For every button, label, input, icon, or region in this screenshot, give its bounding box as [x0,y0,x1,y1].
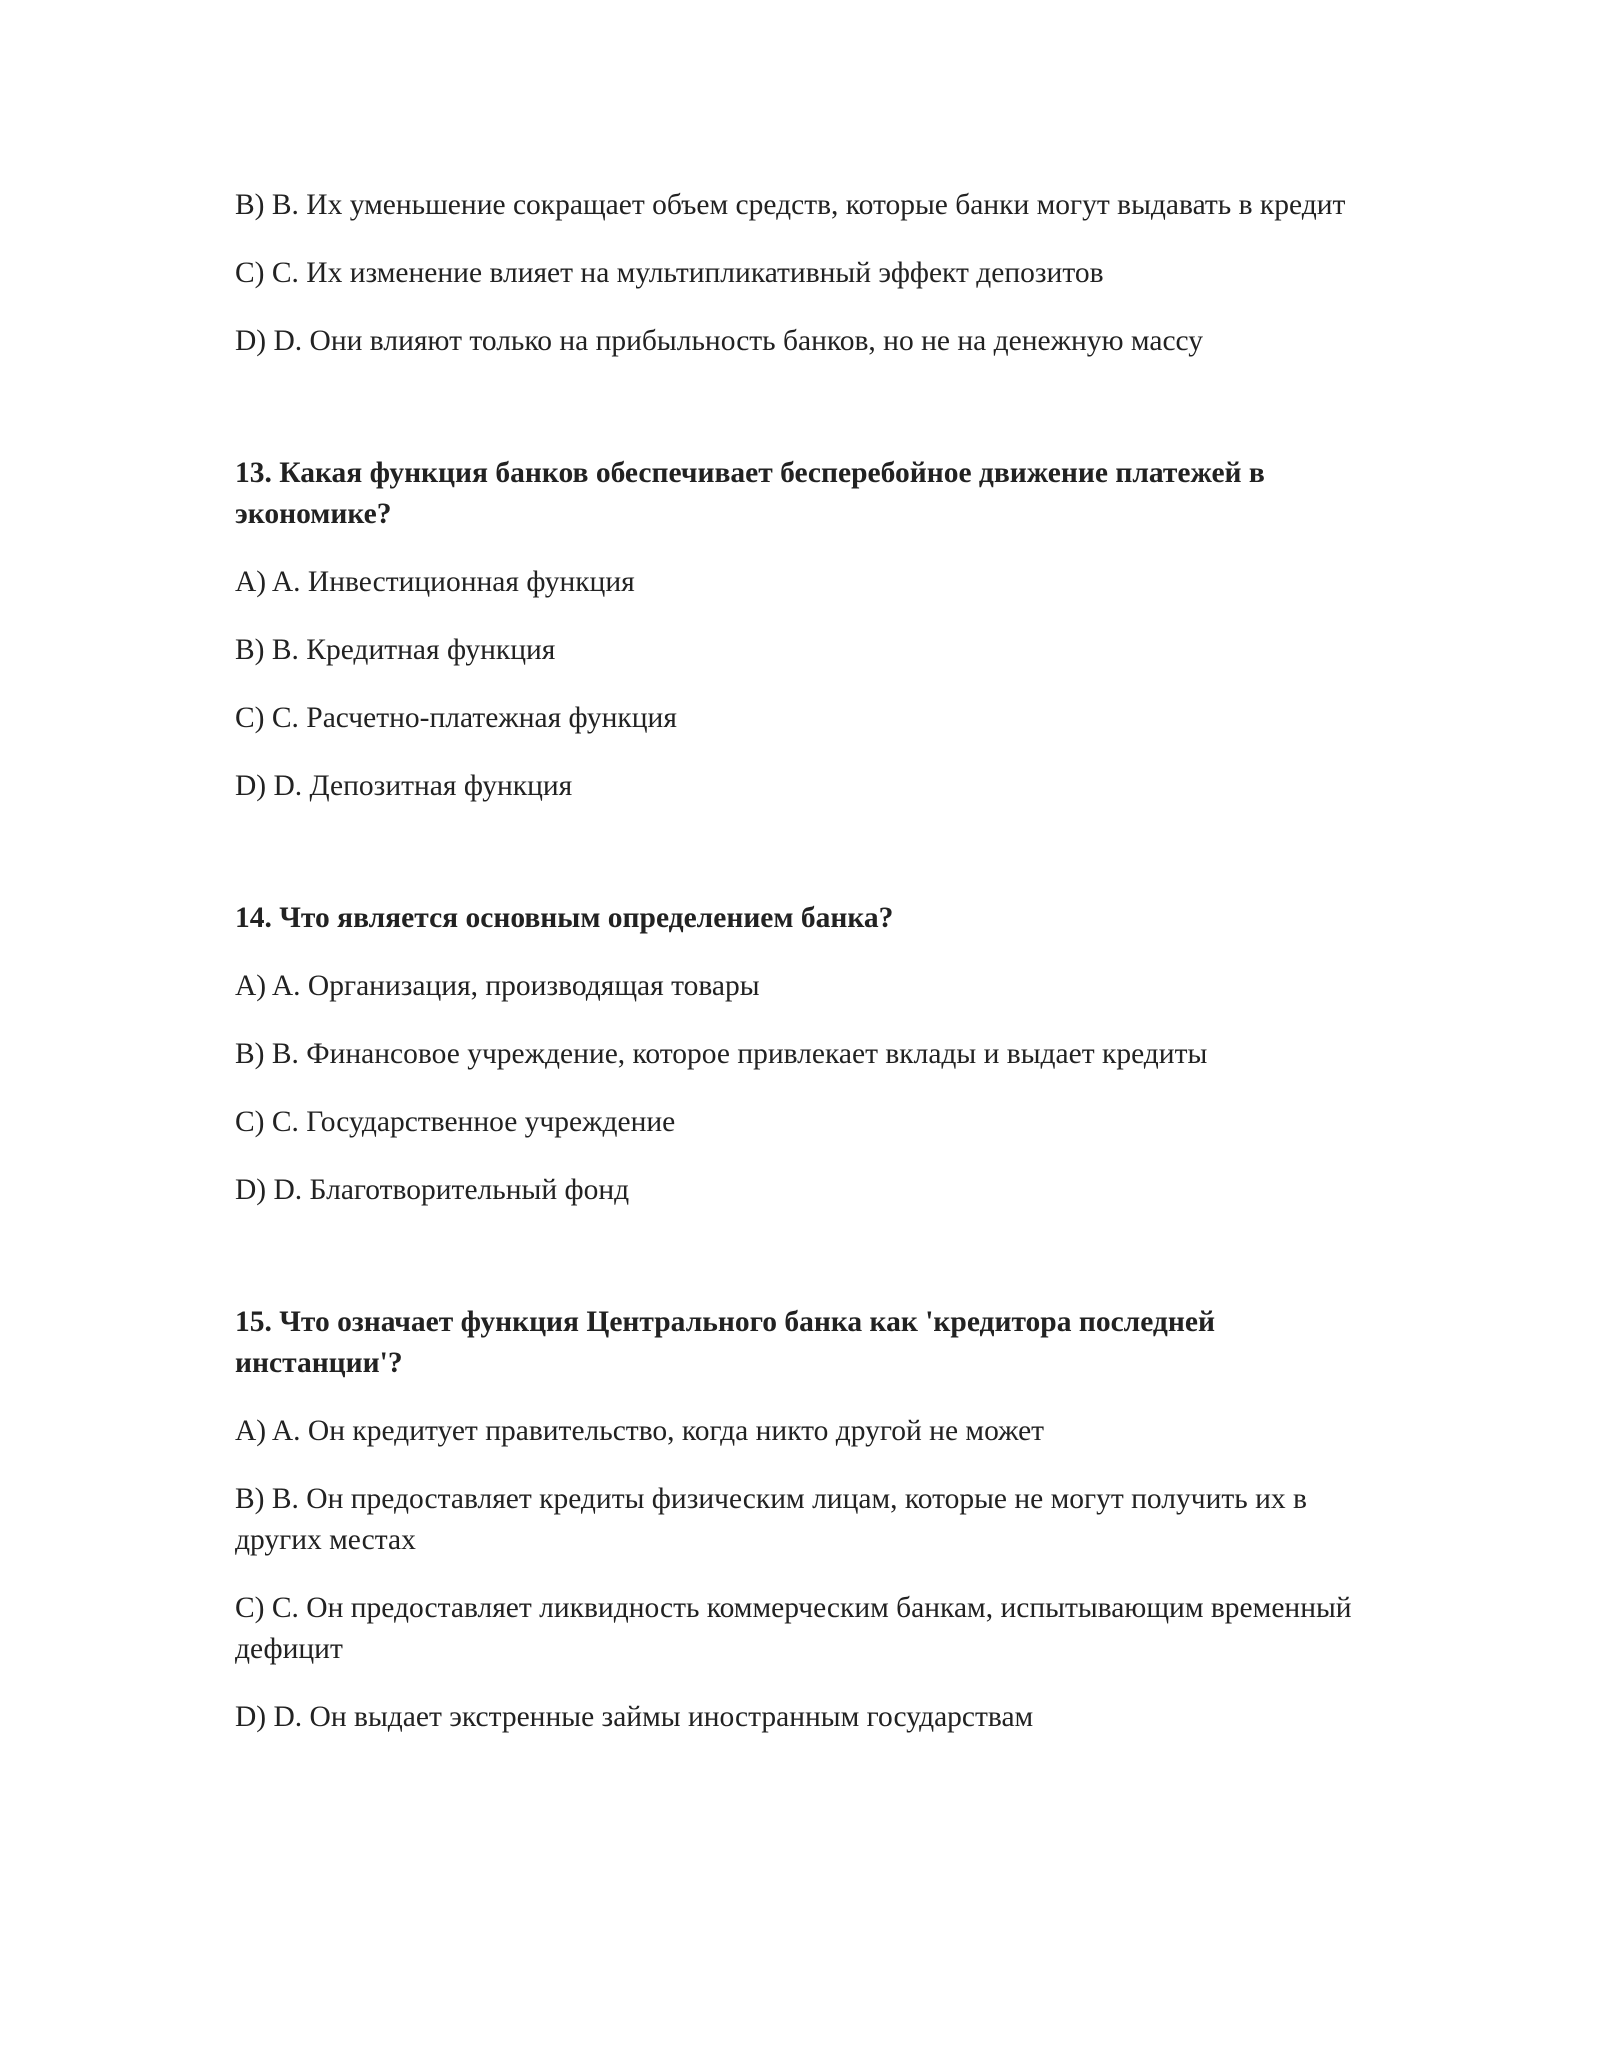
question-text: 14. Что является основным определением банка? [235,902,894,934]
answer-option: D) D. Он выдает экстренные займы иностранным государствам [235,1701,1034,1733]
answer-option: C) C. Государственное учреждение [235,1106,676,1138]
answer-option: C) C. Он предоставляет ликвидность коммерческим банкам, испытывающим временный дефицит [235,1592,1352,1665]
answer-option: A) A. Организация, производящая товары [235,970,760,1002]
spacer [235,1238,1375,1302]
answer-option: A) A. Он кредитует правительство, когда никто другой не может [235,1415,1045,1447]
continued-options [235,185,1375,362]
question-block [235,898,1375,1211]
spacer [235,389,1375,453]
answer-option: B) B. Он предоставляет кредиты физическим лицам, которые не могут получить их в других местах [235,1483,1307,1556]
question-text: 15. Что означает функция Центрального банка как 'кредитора последней инстанции'? [235,1306,1215,1379]
question-text: 13. Какая функция банков обеспечивает бесперебойное движение платежей в экономике? [235,457,1265,530]
answer-option: D) D. Они влияют только на прибыльность банков, но не на денежную массу [235,325,1204,357]
answer-option: D) D. Депозитная функция [235,770,573,802]
answer-option: D) D. Благотворительный фонд [235,1174,630,1206]
question-block [235,1302,1375,1738]
answer-option: B) B. Финансовое учреждение, которое привлекает вклады и выдает кредиты [235,1038,1208,1070]
answer-option: A) A. Инвестиционная функция [235,566,635,598]
answer-option: B) B. Их уменьшение сокращает объем средств, которые банки могут выдавать в кредит [235,189,1346,221]
answer-option: C) C. Их изменение влияет на мультипликативный эффект депозитов [235,257,1104,289]
question-block [235,453,1375,807]
spacer [235,834,1375,898]
document-page [235,185,1375,1765]
answer-option: C) C. Расчетно-платежная функция [235,702,677,734]
answer-option: B) B. Кредитная функция [235,634,556,666]
